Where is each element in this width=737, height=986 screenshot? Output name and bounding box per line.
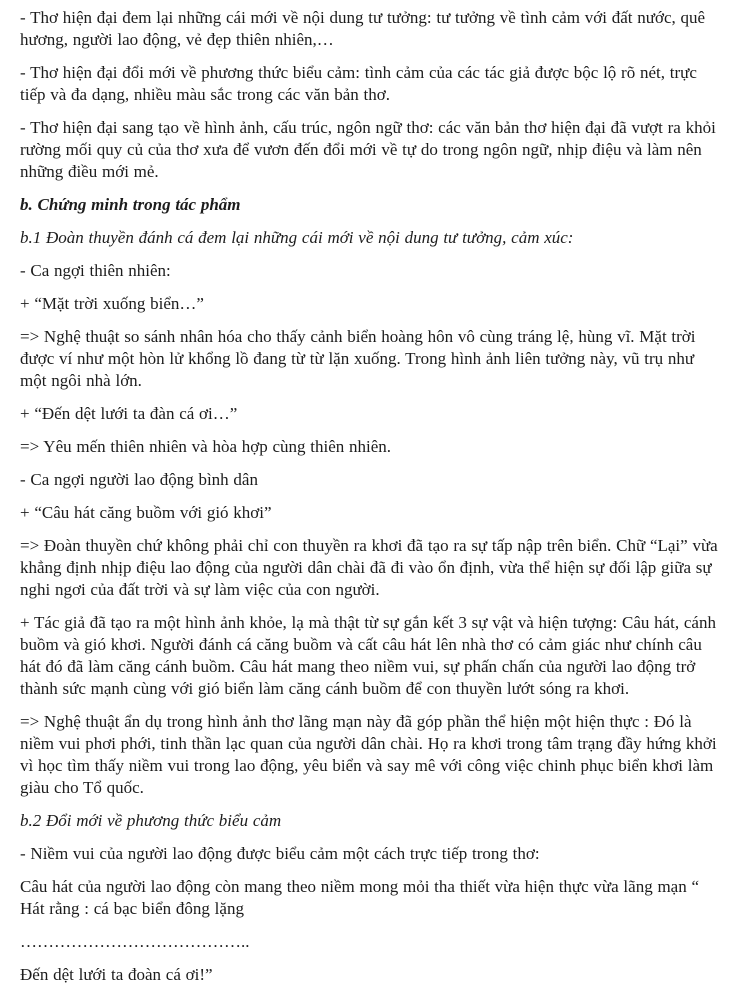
paragraph-yeu-men-thien-nhien: => Yêu mến thiên nhiên và hòa hợp cùng thiên nhiên. <box>20 437 392 456</box>
subheading-b1: b.1 Đoàn thuyền đánh cá đem lại những cái mới về nội dung tư tưởng, cảm xúc: <box>20 228 574 247</box>
quote-mat-troi: + “Mặt trời xuống biển…” <box>20 294 204 313</box>
paragraph-tac-gia-hinh-anh: + Tác giả đã tạo ra một hình ảnh khỏe, lạ mà thật từ sự gắn kết 3 sự vật và hiện tượng: Câu hát, cánh buồm và gió khơi. Người đánh cá căng buồm và cất câu hát lên nhà thơ có cảm giác như chính câu hát đó đã làm căng cánh buồm. Câu hát mang theo niềm vui, sự phấn chấn của người lao động trở thành sức mạnh cùng với gió biển làm căng cánh buồm để con thuyền lướt sóng ra khơi. <box>20 613 716 698</box>
quote-den-det-luoi: + “Đến dệt lưới ta đàn cá ơi…” <box>20 404 238 423</box>
paragraph-tho-noi-dung: - Thơ hiện đại đem lại những cái mới về nội dung tư tưởng: tư tưởng về tình cảm với đất nước, quê hương, người lao động, vẻ đẹp thiên nhiên,… <box>20 8 706 49</box>
paragraph-nghe-thuat-so-sanh: => Nghệ thuật so sánh nhân hóa cho thấy cảnh biển hoàng hôn vô cùng tráng lệ, hùng vĩ. Mặt trời được ví như một hòn lử khổng lồ đang từ từ lặn xuống. Trong hình ảnh liên tưởng này, vũ trụ như một ngôi nhà lớn. <box>20 327 696 390</box>
paragraph-tho-bieu-cam: - Thơ hiện đại đổi mới về phương thức biểu cảm: tình cảm của các tác giả được bộc lộ rõ nét, trực tiếp và đa dạng, nhiều màu sắc trong các văn bản thơ. <box>20 63 697 104</box>
paragraph-nghe-thuat-an-du: => Nghệ thuật ẩn dụ trong hình ảnh thơ lãng mạn này đã góp phần thể hiện một hiện thực : Đó là niềm vui phơi phới, tinh thần lạc quan của người dân chài. Họ ra khơi trong tâm trạng đầy hứng khởi vì học tìm thấy niềm vui trong lao động, yêu biển và say mê với công việc chinh phục biển khơi làm giàu cho Tổ quốc. <box>20 712 717 797</box>
paragraph-niem-vui: - Niềm vui của người lao động được biểu cảm một cách trực tiếp trong thơ: <box>20 844 540 863</box>
paragraph-doan-thuyen: => Đoàn thuyền chứ không phải chỉ con thuyền ra khơi đã tạo ra sự tấp nập trên biển. Chữ “Lại” vừa khẳng định nhịp điệu lao động của người dân chài đã đi vào ổn định, vừa thể hiện sự đối lập giữa sự nghi ngơi của đất trời và sự làm việc của con người. <box>20 536 718 599</box>
paragraph-ca-ngoi-thien-nhien: - Ca ngợi thiên nhiên: <box>20 261 171 280</box>
paragraph-cau-hat-mong-moi: Câu hát của người lao động còn mang theo niềm mong mỏi tha thiết vừa hiện thực vừa lãng mạn “ Hát rằng : cá bạc biển đông lặng <box>20 877 700 918</box>
quote-cau-hat: + “Câu hát căng buồm với gió khơi” <box>20 503 272 522</box>
subheading-b2: b.2 Đổi mới về phương thức biểu cảm <box>20 811 282 830</box>
dotted-ellipsis-line: ………………………………….. <box>20 932 250 951</box>
paragraph-ca-ngoi-lao-dong: - Ca ngợi người lao động bình dân <box>20 470 258 489</box>
paragraph-tho-sang-tao: - Thơ hiện đại sang tạo về hình ảnh, cấu trúc, ngôn ngữ thơ: các văn bản thơ hiện đại đã vượt ra khỏi rường mối quy củ của thơ xưa để vươn đến đổi mới về tự do trong ngôn ngữ, nhịp điệu và làm nên những điều mới mẻ. <box>20 118 716 181</box>
quote-den-det-luoi-doan-ca: Đến dệt lưới ta đoàn cá ơi!” <box>20 965 213 984</box>
heading-chung-minh: b. Chứng minh trong tác phẩm <box>20 195 241 214</box>
